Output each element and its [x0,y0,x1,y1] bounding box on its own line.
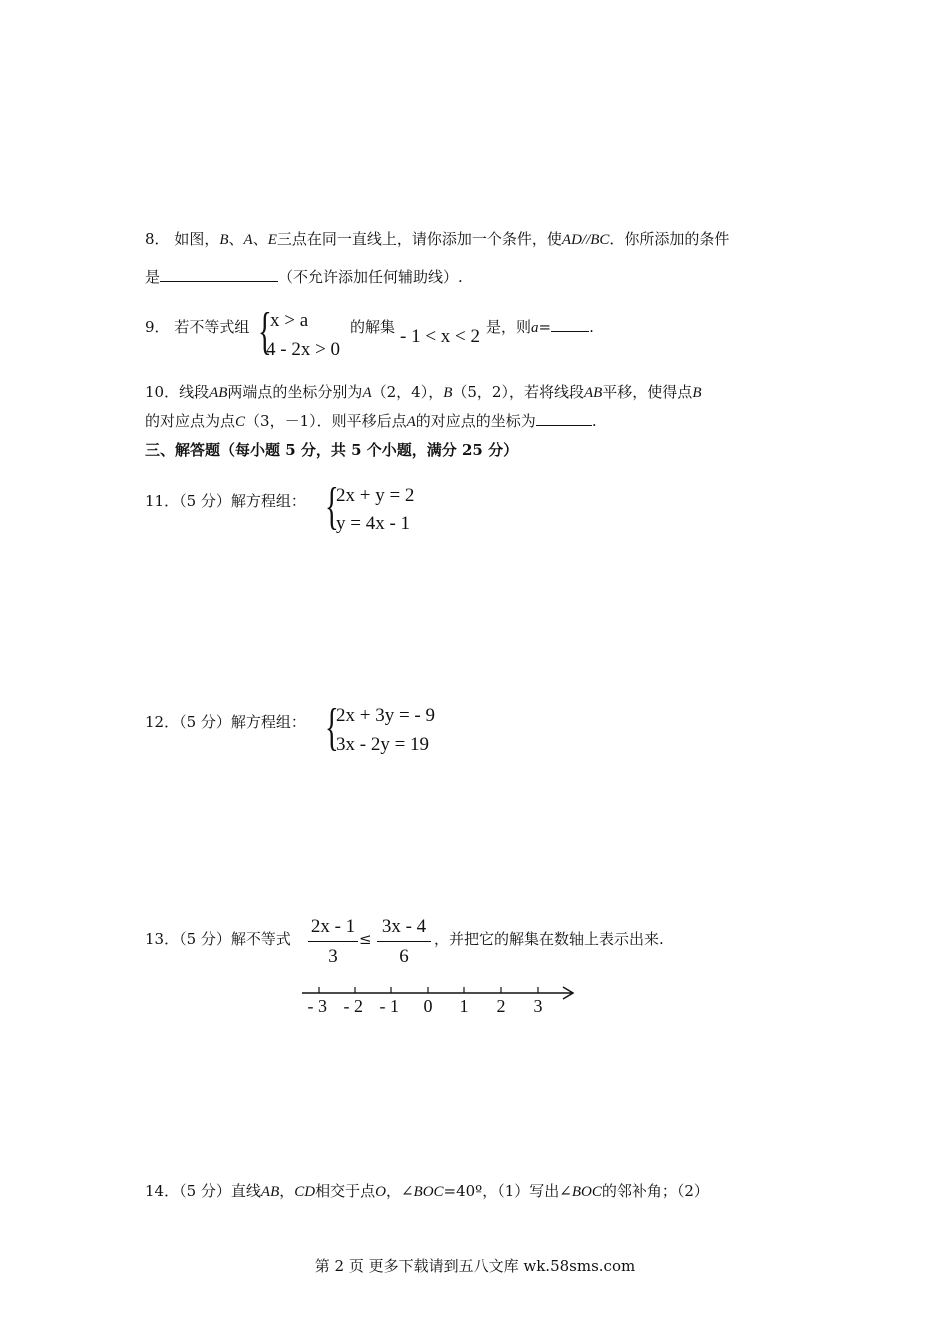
number-line-tick-label: - 2 [343,996,363,1016]
q14-text: ，（1）写出∠ [482,1182,572,1200]
q9-number: 9． [145,318,170,336]
q8-line2 [145,267,463,287]
variable-a: a [531,320,539,336]
angle-value: =40º [443,1182,483,1200]
q8-text: （不允许添加任何辅助线）. [278,268,463,286]
q10-text: 的对应点为点 [145,412,236,430]
section-heading: 三、解答题（每小题 5 分，共 5 个小题，满分 25 分） [145,441,519,459]
answer-blank[interactable] [551,317,589,332]
point-b: B [692,385,702,401]
q14-text: 14．（5 分）直线 [145,1182,261,1200]
number-line-tick-label: 3 [533,996,543,1016]
q11-equation-1: 2x + y = 2 [336,485,415,506]
q8-text: 三点在同一直线上，请你添加一个条件，使 [276,230,562,248]
q9-tail [486,317,594,338]
q10-text: 的对应点的坐标为 [415,412,536,430]
number-line [300,980,580,1020]
q9-solution-range: - 1 < x < 2 [400,326,481,347]
q8-text: 是 [145,268,161,286]
equals-sign: = [538,318,552,336]
q12-equation-1: 2x + 3y = - 9 [336,705,436,726]
angle-boc: BOC [413,1184,444,1200]
q10-text: （3，－1）．则平移后点 [245,412,407,430]
fraction-left [308,916,358,968]
segment-ab: AB [209,385,228,401]
point-a: A [362,385,372,401]
q10-text: （5，2），若将线段 [452,383,584,401]
point-a: A [243,232,253,248]
q9-text: 若不等式组 [174,318,250,336]
q8-text: 如图， [174,230,220,248]
q9-text: 的解集 [350,318,396,336]
q14-text: ，∠ [385,1182,414,1200]
fraction-numerator: 2x - 1 [310,916,356,937]
q13-instruction: ，并把它的解集在数轴上表示出来. [434,930,664,948]
system-brace: { [258,303,272,360]
answer-blank[interactable] [160,267,278,282]
q14-text: 相交于点 [315,1182,376,1200]
q14-text: 的邻补角；（2） [601,1182,709,1200]
page-footer: 第 2 页 更多下载请到五八文库 wk.58sms.com [314,1257,636,1275]
number-line-tick-label: - 1 [379,996,399,1016]
q9-inequality-2: 4 - 2x > 0 [266,339,341,360]
q11-equation-2: y = 4x - 1 [336,513,411,534]
fraction-numerator: 3x - 4 [381,916,427,937]
point-o: O [375,1184,386,1200]
segment-ab: AB [583,385,603,401]
q9-inequality-1: x > a [270,310,309,331]
q10-text: 两端点的坐标分别为 [227,383,363,401]
answer-blank[interactable] [536,411,592,426]
fraction-denominator: 6 [399,946,409,967]
number-line-tick-label: 2 [496,996,506,1016]
point-a: A [406,414,416,430]
q8-number: 8． [145,230,170,248]
system-brace: { [325,699,339,756]
line-ab: AB [260,1184,280,1200]
q12-label: 12．（5 分）解方程组： [145,713,306,731]
fraction-bar [377,941,431,942]
q9-label [145,317,249,337]
point-b: B [443,385,453,401]
fraction-bar [308,941,358,942]
q8-sep: 、 [252,230,268,248]
q8-line1 [145,229,729,250]
period: . [591,412,597,430]
q8-text: ．你所添加的条件 [609,230,730,248]
line-cd: CD [294,1184,316,1200]
q10-line2 [145,411,597,432]
system-brace: { [325,478,339,535]
angle-boc: BOC [571,1184,602,1200]
q10-text: 平移，使得点 [602,383,693,401]
number-line-tick-label: 0 [423,996,433,1016]
ad-parallel-bc: AD//BC [561,232,610,248]
fraction-right [377,916,431,968]
point-b: B [219,232,229,248]
q10-text: 10．线段 [145,383,210,401]
comma: ， [279,1182,295,1200]
q12-equation-2: 3x - 2y = 19 [336,734,430,755]
point-c: C [235,414,246,430]
q14-line1 [145,1181,709,1202]
q10-line1 [145,382,701,403]
q10-text: （2，4）， [371,383,444,401]
period: . [589,318,594,336]
number-line-tick-label: - 3 [307,996,327,1016]
q9-text: 是，则 [486,318,532,336]
q8-sep: 、 [228,230,244,248]
q13-label: 13．（5 分）解不等式 [145,930,291,948]
number-line-tick-label: 1 [459,996,469,1016]
fraction-denominator: 3 [328,946,338,967]
q11-label: 11．（5 分）解方程组： [145,492,306,510]
leq-sign: ≤ [359,930,372,948]
point-e: E [267,232,277,248]
